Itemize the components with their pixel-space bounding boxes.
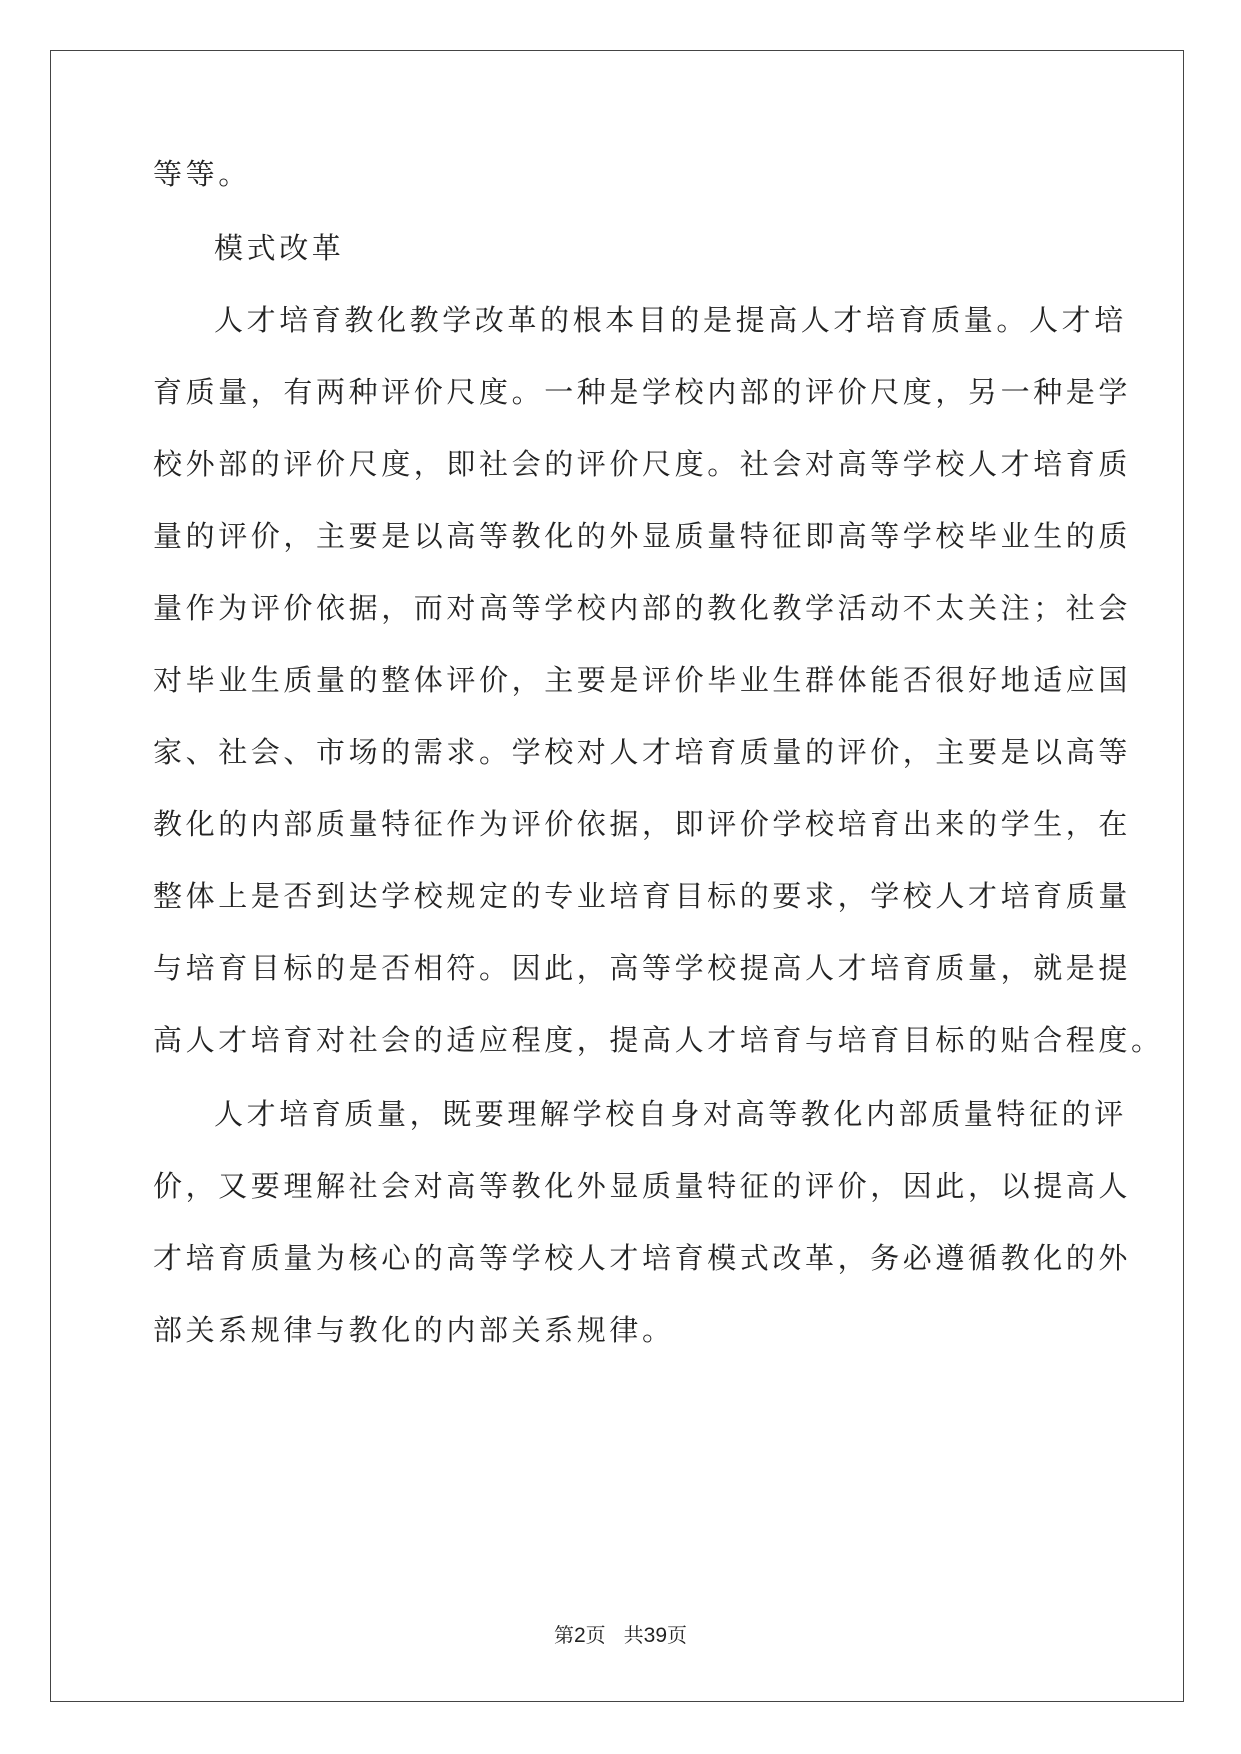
text-line: 整体上是否到达学校规定的专业培育目标的要求，学校人才培育质量 [153,879,1132,913]
text-line: 与培育目标的是否相符。因此，高等学校提高人才培育质量，就是提 [153,951,1132,985]
page-number: 2 [573,1624,586,1647]
text-line: 家、社会、市场的需求。学校对人才培育质量的评价，主要是以高等 [153,735,1132,769]
text-line: 量的评价，主要是以高等教化的外显质量特征即高等学校毕业生的质 [153,519,1132,553]
text-line: 量作为评价依据，而对高等学校内部的教化教学活动不太关注；社会 [153,591,1132,625]
total-suffix: 页 [667,1623,688,1647]
total-prefix: 共 [623,1623,644,1647]
text-line: 等等。 [153,157,251,191]
text-line: 人才培育质量，既要理解学校自身对高等教化内部质量特征的评 [214,1097,1127,1131]
text-line: 育质量，有两种评价尺度。一种是学校内部的评价尺度，另一种是学 [153,375,1132,409]
text-line: 人才培育教化教学改革的根本目的是提高人才培育质量。人才培 [214,303,1127,337]
text-line: 才培育质量为核心的高等学校人才培育模式改革，务必遵循教化的外 [153,1241,1132,1275]
text-line: 价，又要理解社会对高等教化外显质量特征的评价，因此，以提高人 [153,1169,1132,1203]
text-line: 教化的内部质量特征作为评价依据，即评价学校培育出来的学生，在 [153,807,1132,841]
page-prefix: 第 [553,1623,574,1647]
page-suffix: 页 [585,1623,606,1647]
text-line: 对毕业生质量的整体评价，主要是评价毕业生群体能否很好地适应国 [153,663,1132,697]
section-heading: 模式改革 [214,231,345,265]
page-footer [0,1622,1241,1649]
text-line: 部关系规律与教化的内部关系规律。 [153,1313,675,1347]
text-line: 校外部的评价尺度，即社会的评价尺度。社会对高等学校人才培育质 [153,447,1132,481]
text-line: 高人才培育对社会的适应程度，提高人才培育与培育目标的贴合程度。 [153,1023,1164,1057]
total-pages: 39 [643,1624,668,1647]
